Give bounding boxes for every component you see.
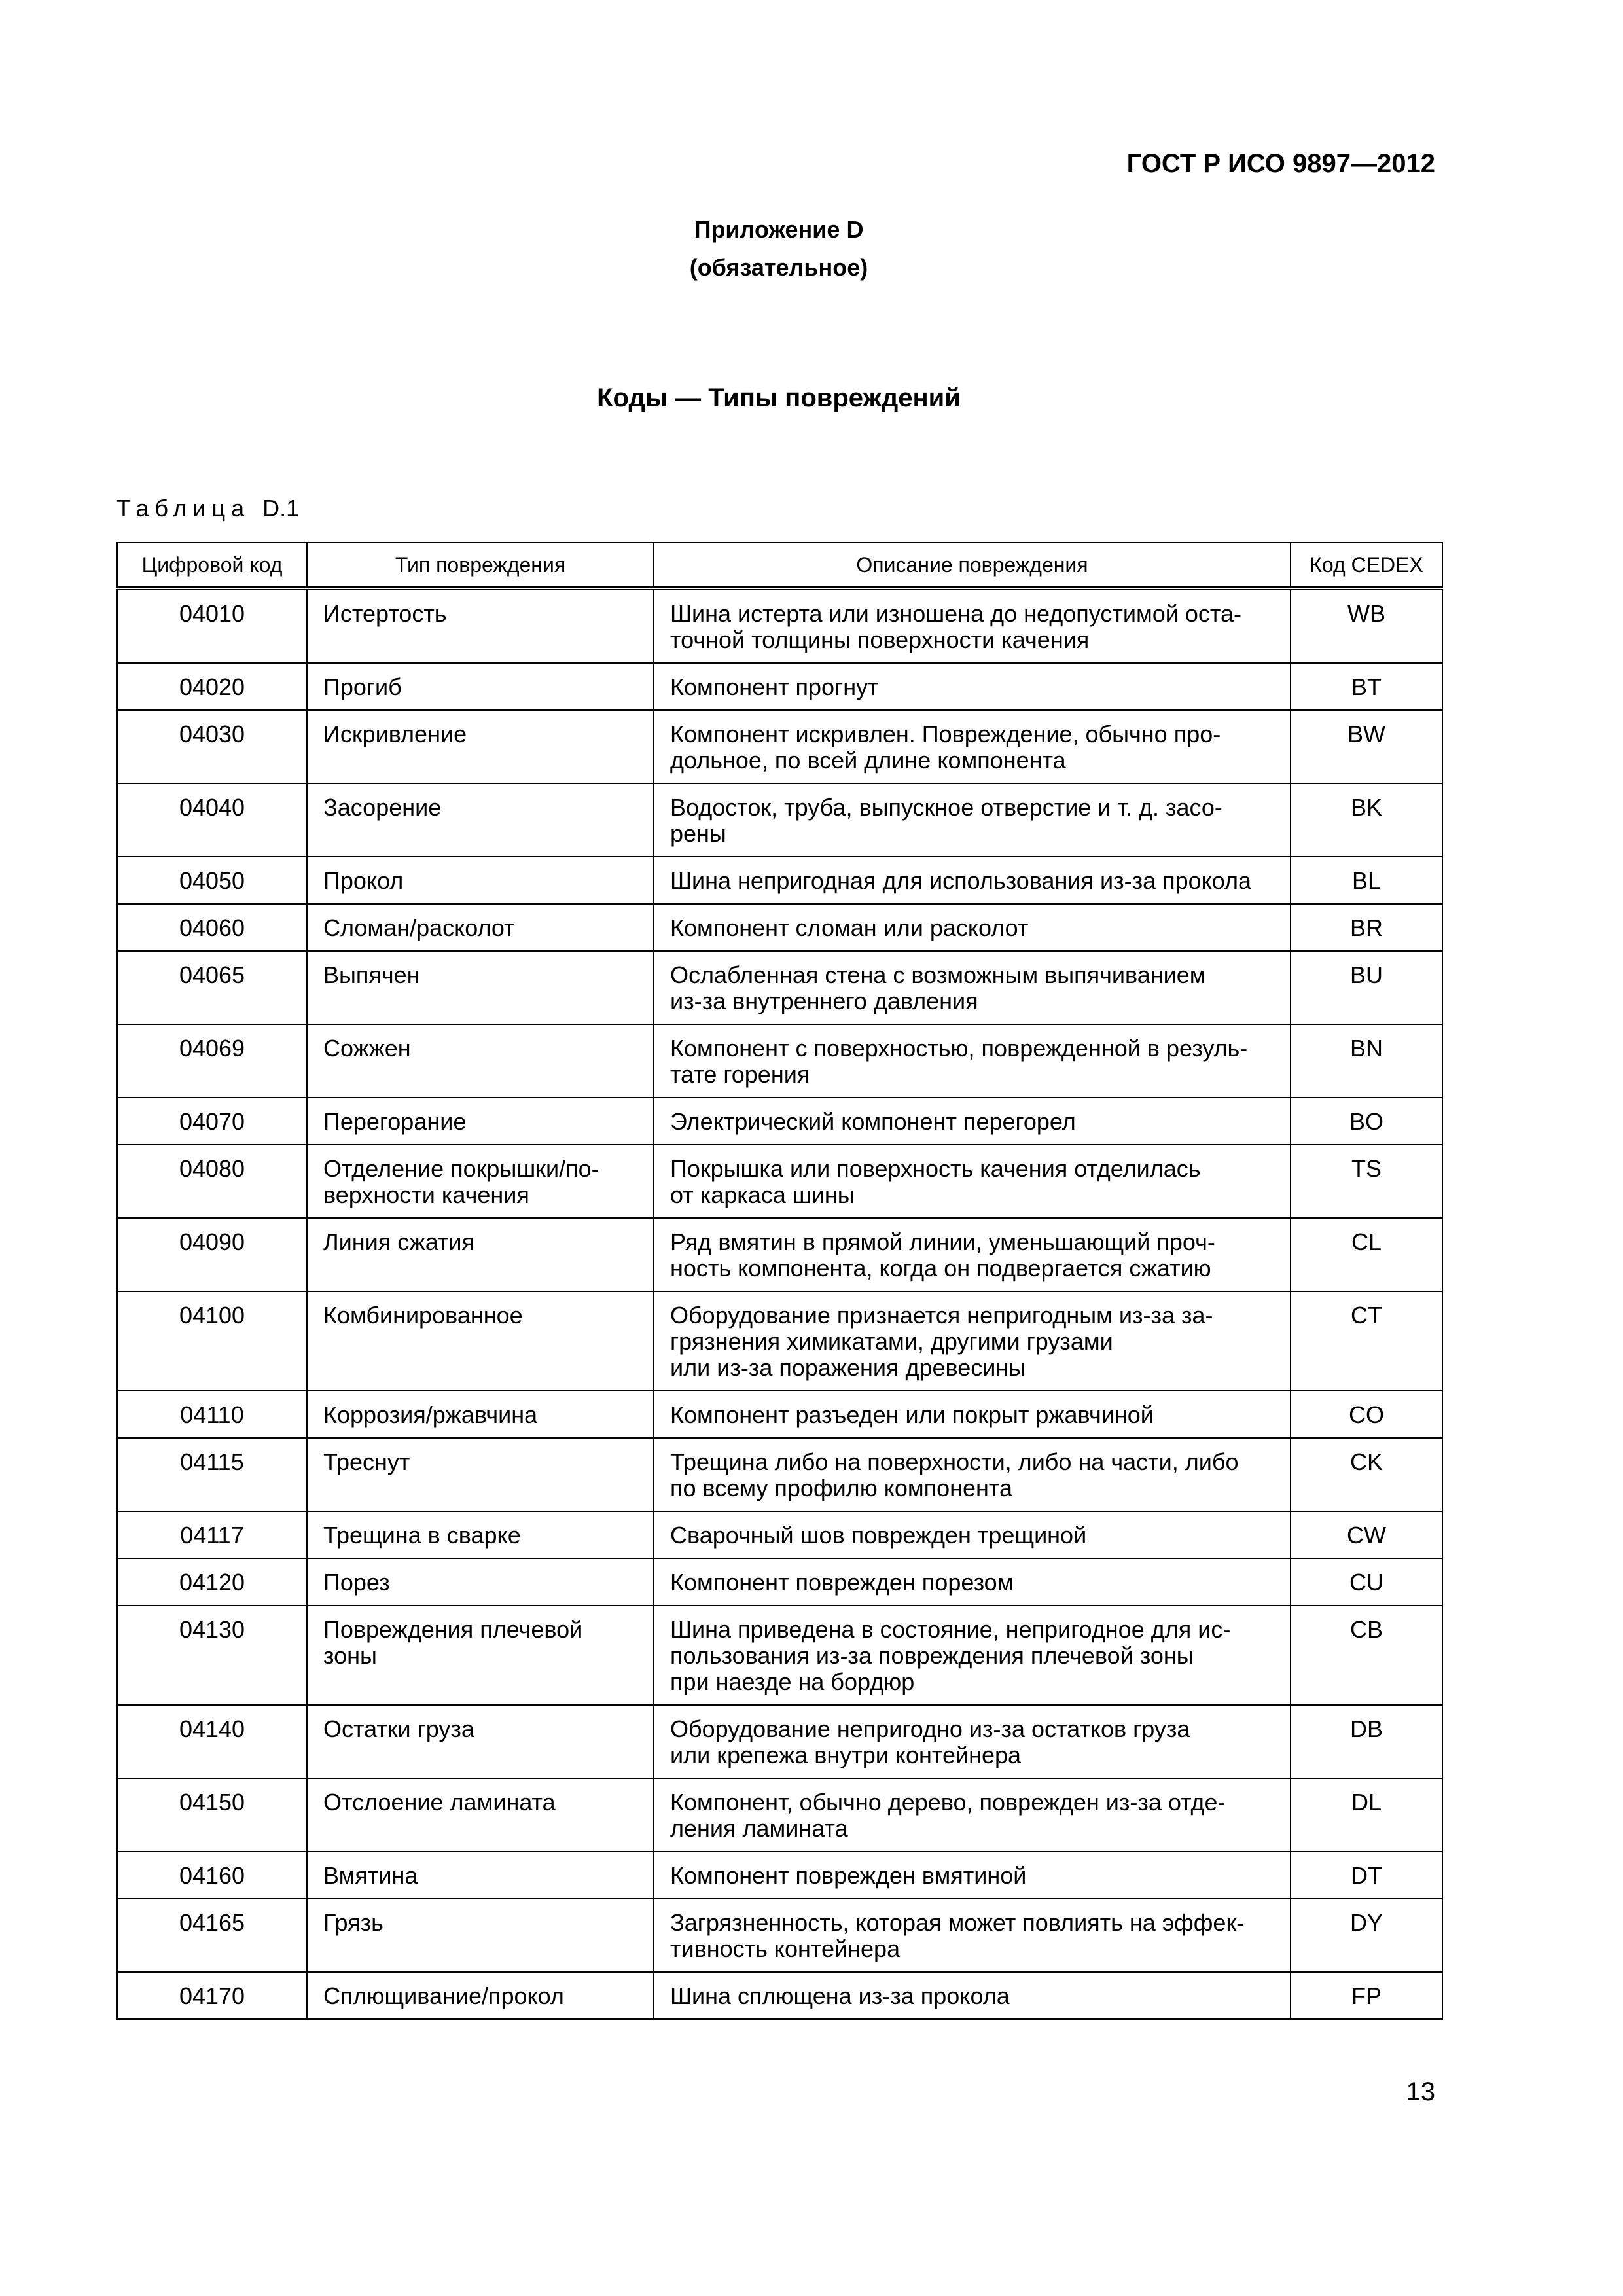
damage-type-cell xyxy=(307,1605,654,1705)
damage-description-line: Оборудование признается непригодным из-за за- xyxy=(670,1302,1213,1329)
damage-description-line: Шина непригодная для использования из-за прокола xyxy=(670,867,1252,894)
damage-description-cell xyxy=(654,857,1291,904)
damage-description-line: Шина сплющена из-за прокола xyxy=(670,1982,1010,2009)
damage-type-line: верхности качения xyxy=(323,1181,529,1208)
damage-type-line: Комбинированное xyxy=(323,1302,523,1329)
damage-type-cell xyxy=(307,1778,654,1852)
damage-description-line: при наезде на бордюр xyxy=(670,1668,915,1695)
damage-type-line: Засорение xyxy=(323,794,442,821)
cedex-code-cell: CK xyxy=(1291,1438,1442,1511)
damage-description-cell xyxy=(654,951,1291,1024)
damage-description-line: Шина приведена в состояние, непригодное для ис- xyxy=(670,1616,1231,1643)
damage-description-line: точной толщины поверхности качения xyxy=(670,626,1090,653)
table-row xyxy=(117,1778,1442,1852)
numeric-code-cell: 04170 xyxy=(117,1972,307,2019)
numeric-code-cell: 04130 xyxy=(117,1605,307,1705)
numeric-code-cell: 04080 xyxy=(117,1145,307,1218)
numeric-code-cell: 04117 xyxy=(117,1511,307,1558)
cedex-code-cell: BW xyxy=(1291,710,1442,783)
damage-type-cell xyxy=(307,588,654,663)
numeric-code-cell: 04100 xyxy=(117,1291,307,1391)
damage-type-cell xyxy=(307,663,654,710)
damage-type-line: Прогиб xyxy=(323,673,402,700)
damage-type-cell xyxy=(307,1852,654,1899)
damage-description-cell xyxy=(654,1511,1291,1558)
numeric-code-cell: 04150 xyxy=(117,1778,307,1852)
numeric-code-cell: 04110 xyxy=(117,1391,307,1438)
cedex-code-cell: FP xyxy=(1291,1972,1442,2019)
damage-type-cell xyxy=(307,1705,654,1778)
damage-description-line: ность компонента, когда он подвергается сжатию xyxy=(670,1255,1211,1282)
table-row xyxy=(117,1438,1442,1511)
damage-type-line: Грязь xyxy=(323,1909,383,1936)
damage-type-cell xyxy=(307,951,654,1024)
page-number: 13 xyxy=(1406,2077,1435,2106)
table-row xyxy=(117,1391,1442,1438)
damage-description-cell xyxy=(654,710,1291,783)
damage-description-cell xyxy=(654,1098,1291,1145)
numeric-code-cell: 04160 xyxy=(117,1852,307,1899)
table-caption-word: Таблица xyxy=(116,495,251,522)
damage-description-line: рены xyxy=(670,820,726,847)
damage-description-cell xyxy=(654,663,1291,710)
damage-description-cell xyxy=(654,1218,1291,1291)
damage-description-line: из-за внутреннего давления xyxy=(670,988,978,1014)
damage-type-line: Линия сжатия xyxy=(323,1229,475,1255)
numeric-code-cell: 04020 xyxy=(117,663,307,710)
damage-description-line: Ряд вмятин в прямой линии, уменьшающий проч- xyxy=(670,1229,1215,1255)
table-row xyxy=(117,783,1442,857)
damage-type-line: Отделение покрышки/по- xyxy=(323,1155,599,1182)
cedex-code-cell: CL xyxy=(1291,1218,1442,1291)
cedex-code-cell: BK xyxy=(1291,783,1442,857)
damage-description-line: тате горения xyxy=(670,1061,810,1088)
damage-description-line: Компонент сломан или расколот xyxy=(670,914,1029,941)
damage-description-line: от каркаса шины xyxy=(670,1181,855,1208)
damage-description-line: Водосток, труба, выпускное отверстие и т. д. засо- xyxy=(670,794,1222,821)
damage-description-line: Компонент поврежден вмятиной xyxy=(670,1862,1027,1889)
damage-type-cell xyxy=(307,710,654,783)
damage-description-cell xyxy=(654,783,1291,857)
numeric-code-cell: 04010 xyxy=(117,588,307,663)
damage-description-cell xyxy=(654,1558,1291,1605)
column-header-damage-type: Тип повреждения xyxy=(307,543,654,588)
table-row xyxy=(117,857,1442,904)
damage-description-line: Компонент прогнут xyxy=(670,673,879,700)
damage-description-line: Компонент разъеден или покрыт ржавчиной xyxy=(670,1401,1154,1428)
table-caption xyxy=(116,495,299,522)
damage-description-cell xyxy=(654,1291,1291,1391)
damage-type-line: Отслоение ламината xyxy=(323,1789,556,1816)
numeric-code-cell: 04069 xyxy=(117,1024,307,1098)
numeric-code-cell: 04070 xyxy=(117,1098,307,1145)
damage-description-line: Покрышка или поверхность качения отделилась xyxy=(670,1155,1201,1182)
damage-type-cell xyxy=(307,857,654,904)
damage-type-line: зоны xyxy=(323,1642,377,1669)
column-header-numeric-code: Цифровой код xyxy=(117,543,307,588)
cedex-code-cell: TS xyxy=(1291,1145,1442,1218)
damage-type-cell xyxy=(307,1024,654,1098)
numeric-code-cell: 04120 xyxy=(117,1558,307,1605)
cedex-code-cell: CT xyxy=(1291,1291,1442,1391)
damage-description-line: ления ламината xyxy=(670,1815,848,1842)
damage-type-line: Повреждения плечевой xyxy=(323,1616,583,1643)
damage-type-cell xyxy=(307,1098,654,1145)
table-row xyxy=(117,1145,1442,1218)
numeric-code-cell: 04140 xyxy=(117,1705,307,1778)
table-row xyxy=(117,1511,1442,1558)
table-caption-number: D.1 xyxy=(262,495,300,522)
damage-type-line: Перегорание xyxy=(323,1108,467,1135)
damage-type-cell xyxy=(307,1438,654,1511)
damage-type-cell xyxy=(307,1391,654,1438)
table-row xyxy=(117,710,1442,783)
table-row xyxy=(117,1218,1442,1291)
damage-description-line: Трещина либо на поверхности, либо на части, либо xyxy=(670,1448,1239,1475)
damage-description-cell xyxy=(654,1972,1291,2019)
numeric-code-cell: 04050 xyxy=(117,857,307,904)
damage-type-cell xyxy=(307,783,654,857)
cedex-code-cell: CO xyxy=(1291,1391,1442,1438)
damage-type-line: Сожжен xyxy=(323,1035,411,1062)
damage-description-line: или из-за поражения древесины xyxy=(670,1354,1026,1381)
cedex-code-cell: WB xyxy=(1291,588,1442,663)
cedex-code-cell: CU xyxy=(1291,1558,1442,1605)
table-header-row xyxy=(117,543,1442,588)
damage-type-line: Треснут xyxy=(323,1448,410,1475)
damage-description-line: Оборудование непригодно из-за остатков груза xyxy=(670,1715,1190,1742)
damage-description-line: Шина истерта или изношена до недопустимой оста- xyxy=(670,600,1241,627)
damage-description-line: Компонент поврежден порезом xyxy=(670,1569,1014,1596)
damage-type-line: Коррозия/ржавчина xyxy=(323,1401,538,1428)
table-row xyxy=(117,1024,1442,1098)
cedex-code-cell: BL xyxy=(1291,857,1442,904)
cedex-code-cell: BR xyxy=(1291,904,1442,951)
annex-status: (обязательное) xyxy=(689,254,868,281)
damage-type-cell xyxy=(307,1291,654,1391)
annex-label: Приложение D xyxy=(694,216,864,243)
standard-code: ГОСТ Р ИСО 9897—2012 xyxy=(1126,149,1435,178)
damage-description-line: грязнения химикатами, другими грузами xyxy=(670,1328,1113,1355)
numeric-code-cell: 04165 xyxy=(117,1899,307,1972)
cedex-code-cell: CW xyxy=(1291,1511,1442,1558)
table-row xyxy=(117,1899,1442,1972)
damage-type-cell xyxy=(307,1972,654,2019)
damage-description-cell xyxy=(654,1024,1291,1098)
table-row xyxy=(117,663,1442,710)
damage-codes-table xyxy=(116,542,1443,2020)
numeric-code-cell: 04090 xyxy=(117,1218,307,1291)
damage-description-cell xyxy=(654,1705,1291,1778)
table-row xyxy=(117,1558,1442,1605)
cedex-code-cell: BU xyxy=(1291,951,1442,1024)
cedex-code-cell: BT xyxy=(1291,663,1442,710)
damage-description-cell xyxy=(654,588,1291,663)
damage-type-line: Порез xyxy=(323,1569,390,1596)
damage-description-line: по всему профилю компонента xyxy=(670,1475,1013,1501)
damage-type-cell xyxy=(307,904,654,951)
damage-description-line: Ослабленная стена с возможным выпячиванием xyxy=(670,961,1206,988)
damage-type-line: Искривление xyxy=(323,721,467,747)
damage-type-cell xyxy=(307,1899,654,1972)
table-row xyxy=(117,1605,1442,1705)
table-row xyxy=(117,1098,1442,1145)
damage-description-line: Загрязненность, которая может повлиять на эффек- xyxy=(670,1909,1245,1936)
damage-description-line: Компонент искривлен. Повреждение, обычно про- xyxy=(670,721,1221,747)
damage-type-cell xyxy=(307,1145,654,1218)
numeric-code-cell: 04115 xyxy=(117,1438,307,1511)
damage-type-line: Истертость xyxy=(323,600,447,627)
damage-description-line: дольное, по всей длине компонента xyxy=(670,747,1066,774)
damage-type-cell xyxy=(307,1558,654,1605)
numeric-code-cell: 04030 xyxy=(117,710,307,783)
damage-type-line: Прокол xyxy=(323,867,404,894)
table-row xyxy=(117,951,1442,1024)
column-header-cedex-code: Код CEDEX xyxy=(1291,543,1442,588)
damage-description-line: Компонент с поверхностью, поврежденной в резуль- xyxy=(670,1035,1248,1062)
damage-type-line: Сломан/расколот xyxy=(323,914,515,941)
table-row xyxy=(117,1972,1442,2019)
cedex-code-cell: DB xyxy=(1291,1705,1442,1778)
numeric-code-cell: 04065 xyxy=(117,951,307,1024)
numeric-code-cell: 04060 xyxy=(117,904,307,951)
damage-description-cell xyxy=(654,1899,1291,1972)
damage-type-line: Вмятина xyxy=(323,1862,418,1889)
table-row xyxy=(117,588,1442,663)
damage-type-line: Остатки груза xyxy=(323,1715,474,1742)
damage-description-cell xyxy=(654,1852,1291,1899)
damage-description-cell xyxy=(654,1778,1291,1852)
annex-title: Коды — Типы повреждений xyxy=(597,384,961,412)
damage-type-line: Трещина в сварке xyxy=(323,1522,521,1549)
damage-description-line: пользования из-за повреждения плечевой зоны xyxy=(670,1642,1194,1669)
table-body xyxy=(117,588,1442,2019)
table-row xyxy=(117,904,1442,951)
annex-heading xyxy=(0,211,1558,287)
damage-description-cell xyxy=(654,1145,1291,1218)
table-row xyxy=(117,1852,1442,1899)
damage-description-line: Компонент, обычно дерево, поврежден из-за отде- xyxy=(670,1789,1226,1816)
damage-type-cell xyxy=(307,1218,654,1291)
damage-description-line: Сварочный шов поврежден трещиной xyxy=(670,1522,1087,1549)
table-row xyxy=(117,1705,1442,1778)
cedex-code-cell: DT xyxy=(1291,1852,1442,1899)
damage-description-cell xyxy=(654,1391,1291,1438)
cedex-code-cell: BO xyxy=(1291,1098,1442,1145)
column-header-damage-description: Описание повреждения xyxy=(654,543,1291,588)
damage-type-line: Сплющивание/прокол xyxy=(323,1982,564,2009)
table-row xyxy=(117,1291,1442,1391)
damage-type-cell xyxy=(307,1511,654,1558)
damage-description-cell xyxy=(654,904,1291,951)
damage-description-line: тивность контейнера xyxy=(670,1935,901,1962)
damage-description-cell xyxy=(654,1605,1291,1705)
cedex-code-cell: DY xyxy=(1291,1899,1442,1972)
cedex-code-cell: BN xyxy=(1291,1024,1442,1098)
cedex-code-cell: DL xyxy=(1291,1778,1442,1852)
damage-description-line: Электрический компонент перегорел xyxy=(670,1108,1076,1135)
numeric-code-cell: 04040 xyxy=(117,783,307,857)
damage-description-line: или крепежа внутри контейнера xyxy=(670,1742,1022,1768)
damage-type-line: Выпячен xyxy=(323,961,420,988)
damage-description-cell xyxy=(654,1438,1291,1511)
cedex-code-cell: CB xyxy=(1291,1605,1442,1705)
